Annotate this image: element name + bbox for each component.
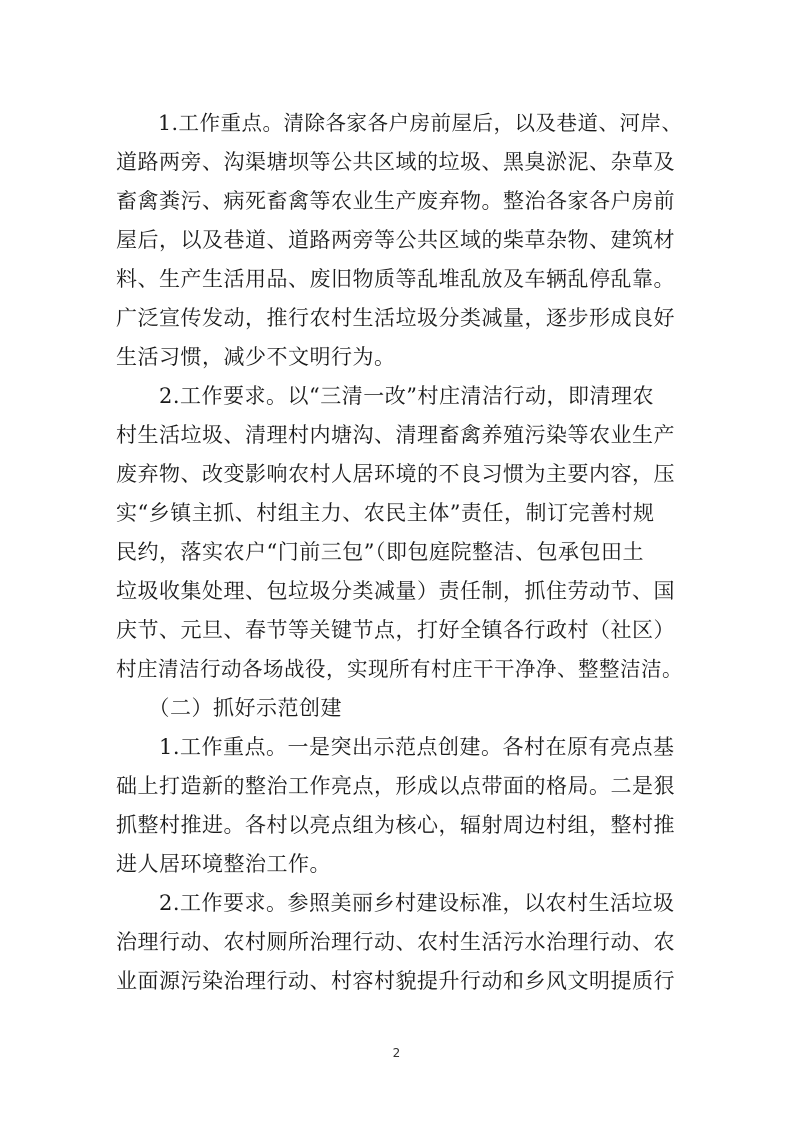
text-line: 1.工作重点。清除各家各户房前屋后，以及巷道、河岸、 bbox=[116, 111, 683, 135]
text-line: 抓整村推进。各村以亮点组为核心，辐射周边村组，整村推 bbox=[116, 813, 675, 837]
text-line: 础上打造新的整治工作亮点，形成以点带面的格局。二是狠 bbox=[116, 774, 675, 798]
text-line: 业面源污染治理行动、村容村貌提升行动和乡风文明提质行 bbox=[116, 969, 675, 993]
text-line: 道路两旁、沟渠塘坝等公共区域的垃圾、黑臭淤泥、杂草及 bbox=[116, 150, 675, 174]
text-line: 畜禽粪污、病死畜禽等农业生产废弃物。整治各家各户房前 bbox=[116, 189, 675, 213]
text-line: 生活习惯，减少不文明行为。 bbox=[116, 345, 396, 369]
text-line: 进人居环境整治工作。 bbox=[116, 852, 331, 876]
text-line: 治理行动、农村厕所治理行动、农村生活污水治理行动、农 bbox=[116, 930, 675, 954]
page-number: 2 bbox=[392, 1046, 401, 1060]
text-line: 废弃物、改变影响农村人居环境的不良习惯为主要内容，压 bbox=[116, 462, 675, 486]
text-line: 实“乡镇主抓、村组主力、农民主体”责任，制订完善村规 bbox=[116, 501, 655, 525]
text-line: 2.工作要求。以“三清一改”村庄清洁行动，即清理农 bbox=[116, 384, 655, 408]
text-line: 民约，落实农户“门前三包”（即包庭院整洁、包承包田土 bbox=[116, 540, 644, 564]
text-line: 1.工作重点。一是突出示范点创建。各村在原有亮点基 bbox=[116, 735, 675, 759]
text-line: 垃圾收集处理、包垃圾分类减量）责任制，抓住劳动节、国 bbox=[116, 579, 675, 603]
text-line: 屋后，以及巷道、道路两旁等公共区域的柴草杂物、建筑材 bbox=[116, 228, 675, 252]
text-line: 村生活垃圾、清理村内塘沟、清理畜禽养殖污染等农业生产 bbox=[116, 423, 675, 447]
text-line: 料、生产生活用品、废旧物质等乱堆乱放及车辆乱停乱靠。 bbox=[116, 267, 675, 291]
section-heading: （二）抓好示范创建 bbox=[116, 696, 342, 720]
text-line: 庆节、元旦、春节等关键节点，打好全镇各行政村（社区） bbox=[116, 618, 675, 642]
text-line: 村庄清洁行动各场战役，实现所有村庄干干净净、整整洁洁。 bbox=[116, 657, 683, 681]
text-line: 广泛宣传发动，推行农村生活垃圾分类减量，逐步形成良好 bbox=[116, 306, 675, 330]
text-line: 2.工作要求。参照美丽乡村建设标准，以农村生活垃圾 bbox=[116, 891, 675, 915]
